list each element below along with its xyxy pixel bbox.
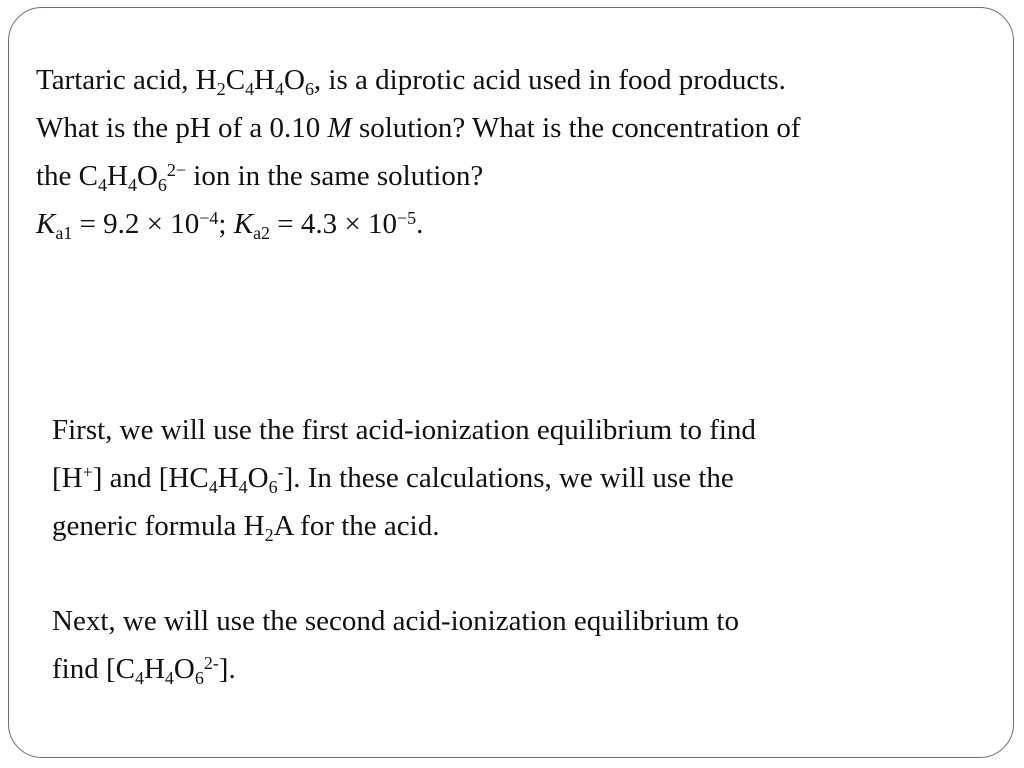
text-run: H [254, 64, 275, 96]
paragraph-first-ionization [52, 406, 756, 550]
superscript-charge: - [277, 462, 284, 483]
text-run: the C [36, 160, 99, 192]
exponent: −5 [397, 208, 417, 229]
subscript: 6 [194, 667, 204, 688]
subscript: 4 [245, 78, 255, 99]
problem-line-1 [36, 56, 801, 104]
text-run: A for the acid. [273, 510, 440, 542]
ka-values-line [36, 200, 801, 248]
subscript: 6 [157, 174, 167, 195]
text-run: ]. [218, 653, 236, 685]
text-run: ; [218, 208, 234, 240]
text-run: ion in the same solution? [186, 160, 484, 192]
problem-line-2 [36, 104, 801, 152]
text-run: H [107, 160, 128, 192]
text-run: O [283, 64, 305, 96]
superscript-charge: + [82, 462, 93, 483]
subscript: 4 [208, 476, 218, 497]
subscript: 4 [127, 174, 137, 195]
text-run: . [416, 208, 424, 240]
subscript: 6 [268, 476, 278, 497]
superscript-charge: 2− [166, 160, 187, 181]
subscript: a2 [253, 222, 271, 243]
para2-line-2 [52, 645, 739, 693]
text-run: What is the pH of a 0.10 [36, 112, 328, 144]
subscript: 4 [134, 667, 144, 688]
text-run: generic formula H [52, 510, 265, 542]
problem-line-3 [36, 152, 801, 200]
para2-line-1: Next, we will use the second acid-ionization equilibrium to [52, 605, 739, 637]
subscript: a1 [55, 222, 73, 243]
text-run: , is a diprotic acid used in food products. [313, 64, 786, 96]
paragraph-second-ionization [52, 597, 739, 693]
subscript: 2 [216, 78, 226, 99]
text-run: find [C [52, 653, 135, 685]
molarity-unit: M [327, 112, 352, 144]
text-run: O [247, 462, 269, 494]
subscript: 4 [238, 476, 248, 497]
text-run: C [225, 64, 246, 96]
superscript-charge: 2- [203, 653, 219, 674]
subscript: 6 [304, 78, 314, 99]
ka1-value: = 9.2 × 10 [72, 208, 200, 240]
ka2-symbol: K [233, 208, 254, 240]
text-run: O [173, 653, 195, 685]
ka1-symbol: K [36, 208, 56, 240]
text-run: H [143, 653, 165, 685]
subscript: 2 [264, 524, 274, 545]
text-run: Tartaric acid, H [36, 64, 217, 96]
text-run: O [136, 160, 158, 192]
text-run: [H [52, 462, 83, 494]
exponent: −4 [199, 208, 219, 229]
text-run: ] and [HC [92, 462, 209, 494]
para1-line-3 [52, 502, 756, 550]
text-run: solution? What is the concentration of [351, 112, 801, 144]
subscript: 4 [98, 174, 108, 195]
para1-line-1: First, we will use the first acid-ionization equilibrium to find [52, 414, 756, 446]
text-run: ]. In these calculations, we will use the [283, 462, 734, 494]
subscript: 4 [164, 667, 174, 688]
problem-statement [36, 56, 801, 248]
ka2-value: = 4.3 × 10 [270, 208, 397, 240]
subscript: 4 [275, 78, 284, 99]
para1-line-2 [52, 454, 756, 502]
text-run: H [217, 462, 239, 494]
